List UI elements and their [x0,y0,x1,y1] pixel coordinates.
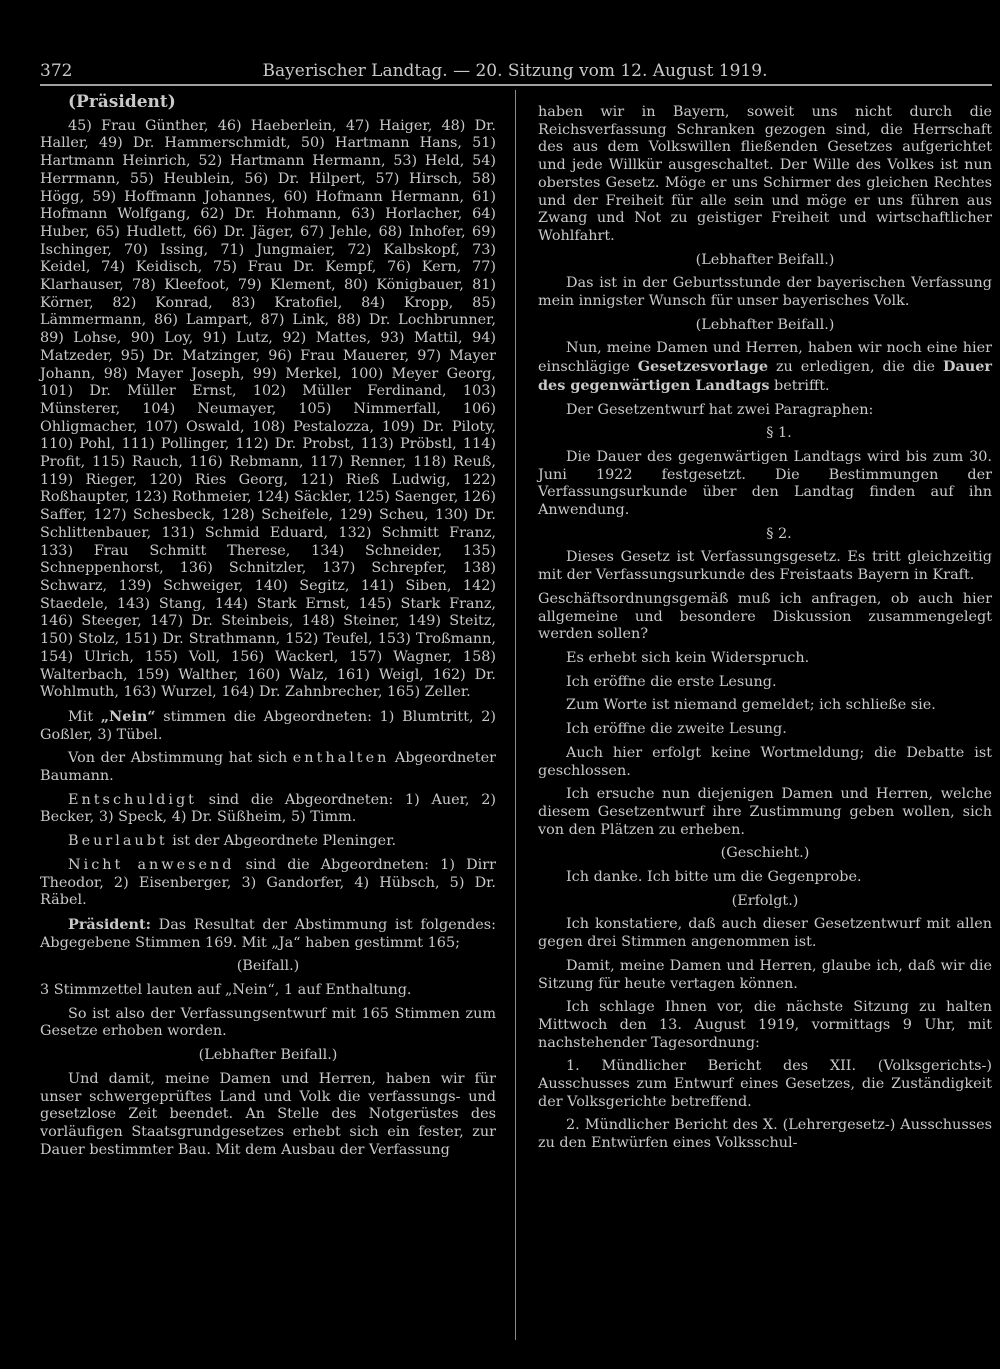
names-list: 45) Frau Günther, 46) Haeberlein, 47) Haiger, 48) Dr. Haller, 49) Dr. Hammerschmidt, 50) Hartmann Hans, 51) Hartmann Heinrich, 52) Hartmann Hermann, 53) Held, 54) Herrmann, 55) Heublein, 56) Dr. Hilpert, 57) Hirsch, 58) Högg, 59) Hoffmann Johannes, 60) Hofmann Hermann, 61) Hofmann Wolfgang, 62) Dr. Hohmann, 63) Horlacher, 64) Huber, 65) Hudlett, 66) Dr. Jäger, 67) Jehle, 68) Inhofer, 69) Ischinger, 70) Issing, 71) Jungmaier, 72) Kalbskopf, 73) Keidel, 74) Keidisch, 75) Frau Dr. Kempf, 76) Kern, 77) Klarhauser, 78) Kleefoot, 79) Klement, 80) Königbauer, 81) Körner, 82) Konrad, 83) Kratofiel, 84) Kropp, 85) Lämmermann, 86) Lampart, 87) Link, 88) Dr. Lochbrunner, 89) Lohse, 90) Loy, 91) Lutz, 92) Mattes, 93) Mattil, 94) Matzeder, 95) Dr. Matzinger, 96) Frau Mauerer, 97) Mayer Johann, 98) Mayer Joseph, 99) Merkel, 100) Meyer Georg, 101) Dr. Müller Ernst, 102) Müller Ferdinand, 103) Münsterer, 104) Neumayer, 105) Nimmerfall, 106) Ohligmacher, 107) Oswald, 108) Pestalozza, 109) Dr. Piloty, 110) Pohl, 111) Pollinger, 112) Dr. Probst, 113) Pröbstl, 114) Profit, 115) Rauch, 116) Rebmann, 117) Renner, 118) Reuß, 119) Rieger, 120) Ries Georg, 121) Rieß Ludwig, 122) Roßhaupter, 123) Rothmeier, 124) Säckler, 125) Saenger, 126) Saffer, 127) Schesbeck, 128) Scheifele, 129) Scheu, 130) Dr. Schlittenbauer, 131) Schmid Eduard, 132) Schmitt Franz, 133) Frau Schmitt Therese, 134) Schneider, 135) Schneppenhorst, 136) Schnitzler, 137) Schrepfer, 138) Schwarz, 139) Schweiger, 140) Segitz, 141) Siben, 142) Staedele, 143) Stang, 144) Stark Ernst, 145) Stark Franz, 146) Steeger, 147) Dr. Steinbeis, 148) Steiner, 149) Steitz, 150) Stolz, 151) Dr. Strathmann, 152) Teufel, 153) Troßmann, 154) Ulrich, 155) Voll, 156) Wackerl, 157) Wagner, 158) Walterbach, 159) Walther, 160) Walz, 161) Weigl, 162) Dr. Wohlmuth, 163) Wurzel, 164) Dr. Zahnbrecher, 165) Zeller. [40,117,496,701]
ersuche-paragraph: Ich ersuche nun diejenigen Damen und Herren, welche diesem Gesetzentwurf ihre Zustimmung geben wollen, sich von den Plätzen zu erheben. [538,786,992,838]
left-column [40,94,496,1165]
dauer-landtag-phrase: Dauer des gegenwärtigen Landtags [538,358,992,394]
nun-suffix: betrifft. [769,377,830,394]
und-damit-paragraph: Und damit, meine Damen und Herren, haben wir für unser schwergeprüftes Land und Volk die verfassungs- und gesetzlose Zeit beendet. An Stelle des Notgerüstes des vorläufigen Staatsgrundgesetzes erhebt sich ein fester, zur Dauer bestimmter Bau. Mit dem Ausbau der Verfassung [40,1070,496,1158]
page-number: 372 [40,61,73,81]
nicht-anwesend-rest: sind die Abgeordneten: 1) Dirr Theodor, 2) Eisenberger, 3) Gandorfer, 4) Hübsch, 5) Dr. Räbel. [40,856,496,909]
worte-paragraph: Zum Worte ist niemand gemeldet; ich schließe sie. [566,697,936,714]
beifall-note-4: (Lebhafter Beifall.) [695,316,835,333]
enthalten-rest: Abgeordneter Baumann. [40,750,496,785]
widerspruch-paragraph: Es erhebt sich kein Widerspruch. [566,649,810,666]
nein-paragraph [40,708,496,744]
geschaeftsordnung-paragraph: Geschäftsordnungsgemäß muß ich anfragen, ob auch hier allgemeine und besondere Diskussion zusammengelegt werden sollen? [538,590,992,643]
nein-word: „Nein“ [100,707,156,725]
beifall-note-3: (Lebhafter Beifall.) [695,251,835,268]
section-2-text: Dieses Gesetz ist Verfassungsgesetz. Es tritt gleichzeitig mit der Verfassungsurkunde des Freistaats Bayern in Kraft. [538,549,992,584]
entschuldigt-paragraph [40,792,496,827]
enthalten-paragraph [40,750,496,785]
beifall-note-2: (Lebhafter Beifall.) [198,1047,338,1064]
agenda-item-1: 1. Mündlicher Bericht des XII. (Volksgerichts-) Ausschusses zum Entwurf eines Gesetzes, die Zuständigkeit der Volksgerichte betreffend. [538,1058,992,1110]
enthalten-word: enthalten [292,750,390,767]
so-ist-paragraph: So ist also der Verfassungsentwurf mit 165 Stimmen zum Gesetze erhoben worden. [40,1005,496,1040]
running-head [40,60,990,86]
auch-hier-paragraph: Auch hier erfolgt keine Wortmeldung; die Debatte ist geschlossen. [538,744,992,779]
section-1-heading: § 1. [766,425,792,442]
column-divider [515,90,516,1340]
header-title: Bayerischer Landtag. — 20. Sitzung vom 12. August 1919. [262,61,768,81]
gesetzesvorlage-word: Gesetzesvorlage [637,358,769,376]
praesident-label: Präsident: [68,915,151,933]
enthalten-prefix: Von der Abstimmung hat sich [68,750,293,767]
entschuldigt-word: Entschuldigt [68,791,197,808]
erfolgt-note: (Erfolgt.) [731,892,799,909]
zweite-lesung-paragraph: Ich eröffne die zweite Lesung. [566,721,787,738]
geburtsstunde-paragraph: Das ist in der Geburtsstunde der bayerischen Verfassung mein innigster Wunsch für unser bayerisches Volk. [538,275,992,310]
continued-paragraph: haben wir in Bayern, soweit uns nicht durch die Reichsverfassung Schranken gezogen sind, die Herrschaft des aus dem Volkswillen fließenden Gesetzes aufgerichtet und jede Willkür ausgeschaltet. Der Wille des Volkes ist nun oberstes Gesetz. Möge er uns Schirmer des gleichen Rechtes und der Freiheit für alle sein und möge er uns führen aus Zwang und Not zu geistiger Freiheit und wirtschaftlicher Wohlfahrt. [538,104,992,244]
nicht-anwesend-word: Nicht anwesend [68,856,235,873]
agenda-item-2: 2. Mündlicher Bericht des X. (Lehrergesetz-) Ausschusses zu den Entwürfen eines Volksschul- [538,1117,992,1152]
nun-mid: zu erledigen, die die [768,359,943,376]
speaker-tag: (Präsident) [68,92,176,112]
geschieht-note: (Geschieht.) [720,845,810,862]
praesident-paragraph [40,916,496,952]
nein-rest: stimmen die Abgeordneten: 1) Blumtritt, 2) Goßler, 3) Tübel. [40,708,496,743]
right-column [538,104,992,1159]
gesetzesvorlage-paragraph [538,340,992,395]
danke-paragraph: Ich danke. Ich bitte um die Gegenprobe. [566,869,862,886]
header-rule [40,84,992,86]
entschuldigt-rest: sind die Abgeordneten: 1) Auer, 2) Becker, 3) Speck, 4) Dr. Süßheim, 5) Timm. [40,791,496,826]
nein-prefix: Mit [68,708,101,725]
beifall-note-1: (Beifall.) [236,958,300,975]
section-2-heading: § 2. [766,525,792,542]
damit-paragraph: Damit, meine Damen und Herren, glaube ich, daß wir die Sitzung für heute vertagen können. [538,957,992,992]
beurlaubt-rest: ist der Abgeordnete Pleninger. [167,833,397,850]
stimmzettel-paragraph: 3 Stimmzettel lauten auf „Nein“, 1 auf Enthaltung. [40,982,412,999]
schlage-paragraph: Ich schlage Ihnen vor, die nächste Sitzung zu halten Mittwoch den 13. August 1919, vormittags 9 Uhr, mit nachstehender Tagesordnung: [538,999,992,1051]
praesident-text: Das Resultat der Abstimmung ist folgendes: Abgegebene Stimmen 169. Mit „Ja“ haben gestimmt 165; [40,916,496,951]
beurlaubt-paragraph [40,833,496,851]
konstatiere-paragraph: Ich konstatiere, daß auch dieser Gesetzentwurf mit allen gegen drei Stimmen angenommen ist. [538,916,992,951]
section-1-text: Die Dauer des gegenwärtigen Landtags wird bis zum 30. Juni 1922 festgesetzt. Die Bestimmungen der Verfassungsurkunde über den Landtag finden auf ihn Anwendung. [538,448,992,519]
nicht-anwesend-paragraph [40,857,496,910]
beurlaubt-word: Beurlaubt [68,833,168,850]
erste-lesung-paragraph: Ich eröffne die erste Lesung. [566,673,777,690]
paragraphen-paragraph: Der Gesetzentwurf hat zwei Paragraphen: [566,401,874,418]
nun-prefix: Nun, meine Damen und Herren, haben wir noch eine hier einschlägige [538,340,992,376]
